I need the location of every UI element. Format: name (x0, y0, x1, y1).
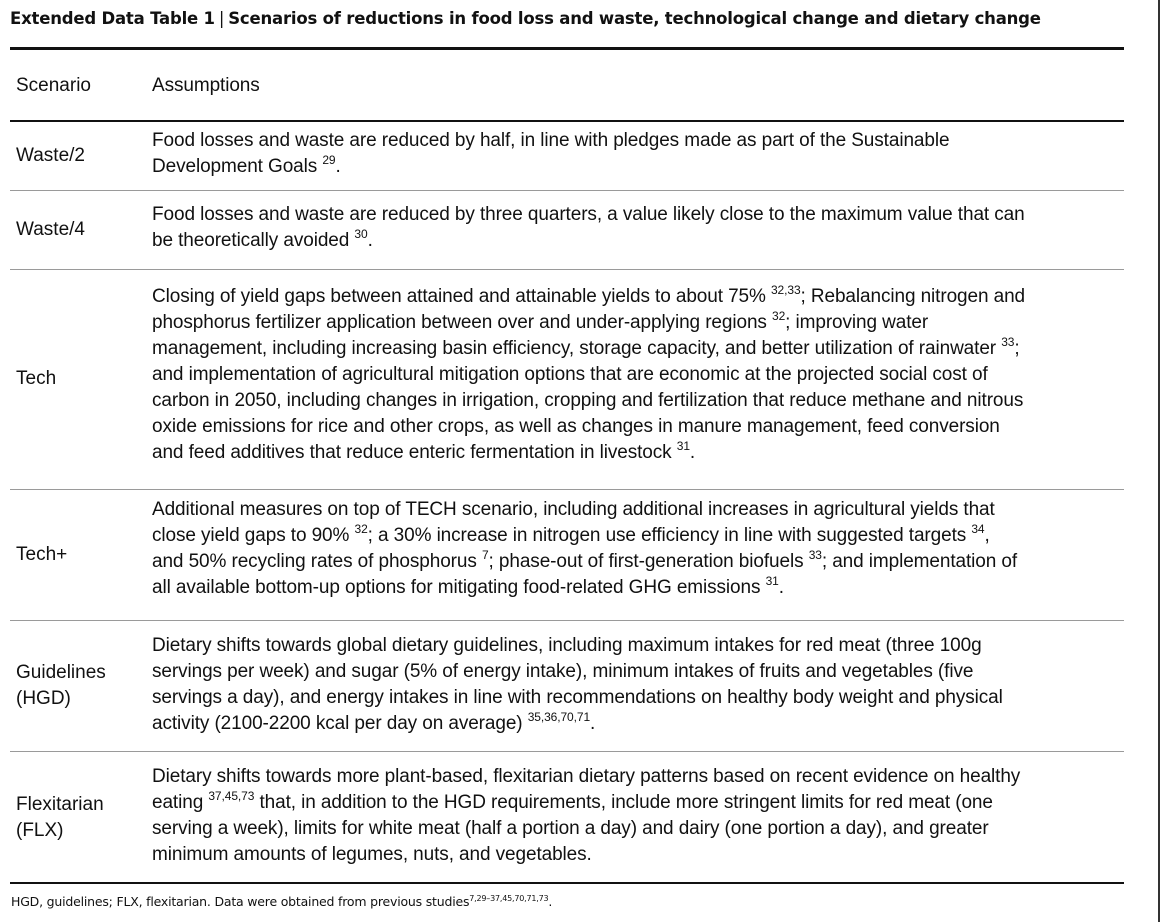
top-rule (10, 47, 1124, 50)
citation: 29 (322, 153, 336, 167)
citation: 32 (772, 309, 786, 323)
scenario-guidelines: Guidelines (HGD) (16, 662, 106, 709)
footnote-citations: 7,29–37,45,70,71,73 (469, 894, 549, 903)
citation: 33 (1001, 335, 1015, 349)
citation: 32 (354, 522, 368, 536)
citation: 37,45,73 (208, 789, 255, 803)
page-edge-border (1158, 0, 1160, 922)
citation: 32,33 (770, 283, 801, 297)
citation: 7 (481, 548, 489, 562)
citation: 31 (765, 574, 779, 588)
row-divider (10, 620, 1124, 621)
assumption-waste-4: Food losses and waste are reduced by three quarters, a value likely close to the maximum value that can be theoretically avoided $^{30}$. (152, 204, 1025, 251)
table-title: Scenarios of reductions in food loss and waste, technological change and dietary change (228, 9, 1041, 28)
scenario-flexitarian: Flexitarian (FLX) (16, 794, 104, 841)
caption-separator: | (218, 9, 225, 28)
citation: 34 (971, 522, 985, 536)
assumption-tech: Closing of yield gaps between attained and attainable yields to about 75% $^{32,33}$; Rebalancing nitrogen and phosphorus fertilizer application between over and under-applying regions $^{32}$; improving water management, including increasing basin efficiency, storage capacity, and better utilization of rainwater $^{33}$; and implementation of agricultural mitigation options that are economic at the projected social cost of carbon in 2050, including changes in irrigation, cropping and fertilization that reduce methane and nitrous oxide emissions for rice and other crops, as well as changes in manure management, feed conversion and feed additives that reduce enteric fermentation in livestock $^{31}$. (152, 283, 1026, 463)
citation: 35,36,70,71 (527, 710, 591, 724)
row-divider (10, 269, 1124, 270)
header-assumptions: Assumptions (152, 75, 260, 96)
table-label: Extended Data Table 1 (10, 9, 215, 28)
assumption-tech-plus: Additional measures on top of TECH scenario, including additional increases in agricultural yields that close yield gaps to 90% $^{32}$; a 30% increase in nitrogen use efficiency in line with suggested targets $^{34}$, and 50% recycling rates of phosphorus $^7$; phase-out of first-generation biofuels $^{33}$; and implementation of all available bottom-up options for mitigating food-related GHG emissions $^{31}$. (152, 499, 1018, 598)
row-divider (10, 489, 1124, 490)
header-scenario: Scenario (16, 75, 91, 96)
header-rule (10, 120, 1124, 122)
row-divider (10, 751, 1124, 752)
row-divider (10, 190, 1124, 191)
assumption-flexitarian: Dietary shifts towards more plant-based, flexitarian dietary patterns based on recent evidence on healthy eating $^{37,45,73}$ that, in addition to the HGD requirements, include more stringent limits for red meat (one serving a week), limits for white meat (half a portion a day) and dairy (one portion a day), and greater minimum amounts of legumes, nuts, and vegetables. (152, 766, 1021, 865)
assumption-guidelines: Dietary shifts towards global dietary guidelines, including maximum intakes for red meat (three 100g servings per week) and sugar (5% of energy intake), minimum intakes of fruits and vegetables (five servings a day), and energy intakes in line with recommendations on healthy body weight and physical activity (2100-2200 kcal per day on average) $^{35,36,70,71}$. (152, 635, 1003, 734)
table-footnote: HGD, guidelines; FLX, flexitarian. Data were obtained from previous studies$^{7,29-37,45,70,71,73}$. (11, 894, 553, 909)
citation: 30 (354, 227, 368, 241)
bottom-rule (10, 882, 1124, 884)
citation: 31 (676, 439, 690, 453)
citation: 33 (808, 548, 822, 562)
scenario-tech-plus: Tech+ (16, 544, 68, 565)
assumption-waste-2: Food losses and waste are reduced by half, in line with pledges made as part of the Sustainable Development Goals $^{29}$. (152, 130, 950, 177)
scenario-tech: Tech (16, 368, 57, 389)
scenario-waste-4: Waste/4 (16, 219, 85, 240)
scenario-waste-2: Waste/2 (16, 145, 85, 166)
table-caption (10, 9, 1041, 28)
